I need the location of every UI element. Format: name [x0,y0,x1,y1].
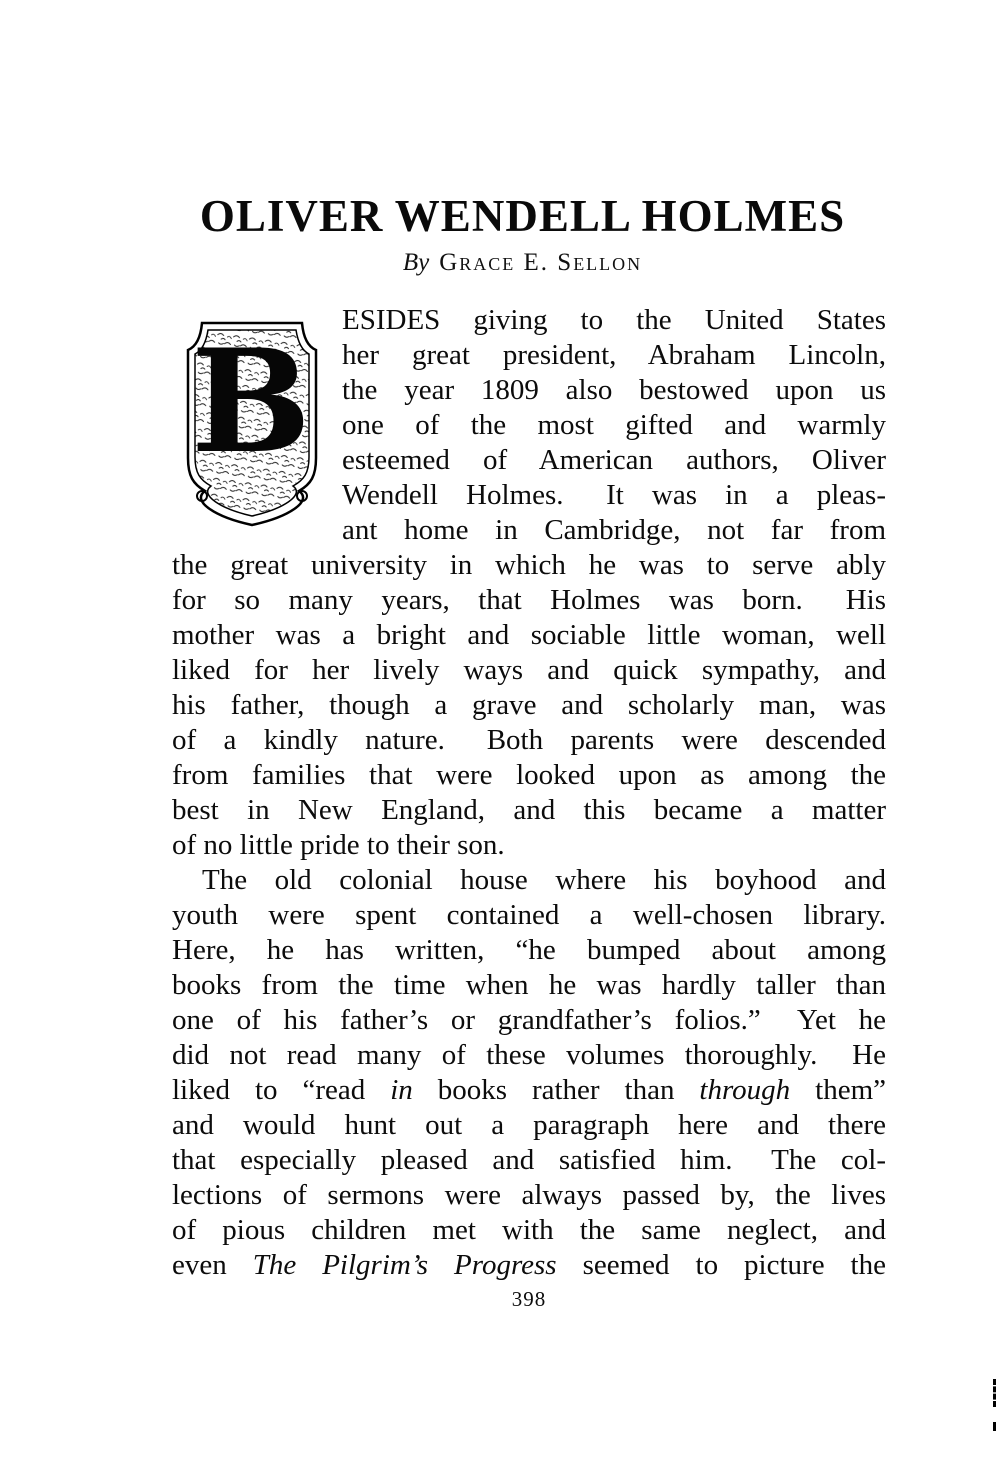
text-line: even The Pilgrim’s Progress seemed to picture the [172,1249,886,1281]
text-line: Here, he has written, “he bumped about among [172,934,886,966]
text-line: the year 1809 also bestowed upon us [342,374,886,406]
text-line: of a kindly nature. Both parents were descended [172,724,886,756]
text-line: her great president, Abraham Lincoln, [342,339,886,371]
text-line: liked for her lively ways and quick sympathy, and [172,654,886,686]
page-title: OLIVER WENDELL HOLMES [199,191,846,241]
dropcap-shield-icon [172,308,332,533]
text-line: books from the time when he was hardly taller than [172,969,886,1001]
text-line: did not read many of these volumes thoroughly. He [172,1039,886,1071]
byline [45,249,1000,277]
dropcap-letter: B [190,319,312,485]
text-line: youth were spent contained a well-chosen library. [172,899,886,931]
text-line: of pious children met with the same neglect, and [172,1214,886,1246]
byline-author: Grace E. Sellon [439,249,643,276]
text-line: esteemed of American authors, Oliver [342,444,886,476]
text-line: and would hunt out a paragraph here and there [172,1109,886,1141]
text-line: ESIDES giving to the United States [342,304,886,336]
text-line: mother was a bright and sociable little woman, well [172,619,886,651]
text-line: from families that were looked upon as among the [172,759,886,791]
text-line: of no little pride to their son. [172,829,505,861]
text-line: liked to “read in books rather than through them” [172,1074,886,1106]
text-line: The old colonial house where his boyhood and [202,864,886,896]
text-line: lections of sermons were always passed by, the lives [172,1179,886,1211]
text-line: that especially pleased and satisfied him. The col- [172,1144,886,1176]
byline-prefix: By [402,249,430,276]
text-line: best in New England, and this became a matter [172,794,886,826]
text-line: for so many years, that Holmes was born. His [172,584,886,616]
scan-artifact [993,1379,996,1407]
text-line: Wendell Holmes. It was in a pleas- [342,479,886,511]
text-line: his father, though a grave and scholarly man, was [172,689,886,721]
body-text [172,303,886,1283]
text-line: one of his father’s or grandfather’s folios.” Yet he [172,1004,886,1036]
text-line: one of the most gifted and warmly [342,409,886,441]
dropcap-ornament [172,308,332,533]
scan-artifact [993,1422,996,1431]
page-number: 398 [511,1287,547,1311]
text-line: the great university in which he was to serve ably [172,549,886,581]
text-line: ant home in Cambridge, not far from [342,514,886,546]
